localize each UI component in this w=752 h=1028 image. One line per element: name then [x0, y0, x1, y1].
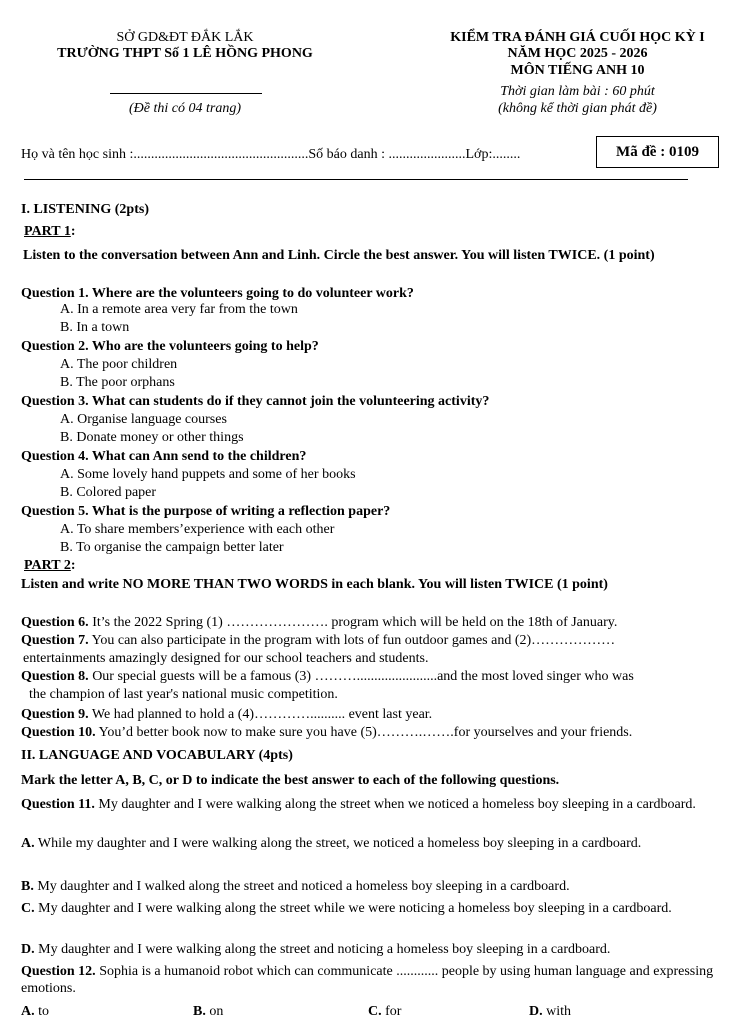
part2-heading: PART 2: — [24, 558, 76, 573]
question-7: Question 7. You can also participate in the program with lots of fun outdoor games and (2)……………… — [21, 633, 616, 648]
section-language-title: II. LANGUAGE AND VOCABULARY (4pts) — [21, 748, 293, 763]
question-3-option-b: B. Donate money or other things — [60, 430, 244, 445]
question-1-option-b: B. In a town — [60, 320, 130, 335]
school-name: TRƯỜNG THPT Số 1 LÊ HỒNG PHONG — [57, 46, 313, 61]
question-11-option-a: A. While my daughter and I were walking along the street, we noticed a homeless boy sleeping in a cardboard. — [21, 836, 642, 851]
question-4-option-a: A. Some lovely hand puppets and some of her books — [60, 467, 356, 482]
question-12-option-b: B. on — [193, 1004, 224, 1019]
question-4-option-b: B. Colored paper — [60, 485, 157, 500]
school-year: NĂM HỌC 2025 - 2026 — [507, 46, 648, 61]
question-8: Question 8. Our special guests will be a famous (3) ……….......................and the most loved singer who was — [21, 669, 634, 684]
question-2-option-b: B. The poor orphans — [60, 375, 175, 390]
question-5-option-a: A. To share members’experience with each other — [60, 522, 335, 537]
section-listening-title: I. LISTENING (2pts) — [21, 202, 149, 217]
question-5: Question 5. What is the purpose of writing a reflection paper? — [21, 504, 391, 519]
part2-instruction: Listen and write NO MORE THAN TWO WORDS in each blank. You will listen TWICE (1 point) — [21, 577, 608, 592]
part1-instruction: Listen to the conversation between Ann and Linh. Circle the best answer. You will listen TWICE. (1 point) — [23, 248, 655, 263]
exam-title: KIỂM TRA ĐÁNH GIÁ CUỐI HỌC KỲ I — [450, 30, 705, 45]
question-2: Question 2. Who are the volunteers going to help? — [21, 339, 319, 354]
subject: MÔN TIẾNG ANH 10 — [510, 63, 645, 78]
question-11-option-c: C. My daughter and I were walking along the street while we were noticing a homeless boy sleeping in a cardboard. — [21, 901, 672, 916]
question-1: Question 1. Where are the volunteers going to do volunteer work? — [21, 286, 414, 301]
header-divider-left — [110, 93, 262, 94]
section-language-instruction: Mark the letter A, B, C, or D to indicate the best answer to each of the following questions. — [21, 773, 560, 788]
question-7-cont: entertainments amazingly designed for our school teachers and students. — [23, 651, 429, 666]
exam-code: Mã đề : 0109 — [616, 144, 699, 160]
student-name-field: Họ và tên học sinh :.................................................. — [21, 147, 309, 162]
question-1-option-a: A. In a remote area very far from the town — [60, 302, 298, 317]
question-6: Question 6. It’s the 2022 Spring (1) …………………. program which will be held on the 18th of January. — [21, 615, 618, 630]
question-4: Question 4. What can Ann send to the children? — [21, 449, 307, 464]
question-12: Question 12. Sophia is a humanoid robot which can communicate ............ people by using human language and expressing emotions. — [21, 964, 714, 996]
question-3: Question 3. What can students do if they cannot join the volunteering activity? — [21, 394, 490, 409]
question-10: Question 10. You’d better book now to make sure you have (5)……….…….for yourselves and your friends. — [21, 725, 633, 740]
exam-duration: Thời gian làm bài : 60 phút — [500, 84, 655, 99]
question-11: Question 11. My daughter and I were walking along the street when we noticed a homeless boy sleeping in a cardboard. — [21, 797, 696, 812]
student-info-line — [21, 147, 520, 164]
question-2-option-a: A. The poor children — [60, 357, 178, 372]
header-divider — [24, 179, 688, 180]
school-department: SỞ GD&ĐT ĐẮK LẮK — [116, 30, 254, 45]
question-11-option-d: D. My daughter and I were walking along the street and noticing a homeless boy sleeping in a cardboard. — [21, 942, 611, 957]
question-12-option-c: C. for — [368, 1004, 402, 1019]
question-9: Question 9. We had planned to hold a (4)………….......... event last year. — [21, 707, 433, 722]
question-8-cont: the champion of last year's national music competition. — [29, 687, 338, 702]
exam-code-box — [596, 136, 719, 168]
question-12-option-d: D. with — [529, 1004, 572, 1019]
question-11-option-b: B. My daughter and I walked along the street and noticed a homeless boy sleeping in a cardboard. — [21, 879, 570, 894]
question-12-option-a: A. to — [21, 1004, 50, 1019]
question-5-option-b: B. To organise the campaign better later — [60, 540, 284, 555]
exam-duration-note: (không kể thời gian phát đề) — [498, 101, 657, 116]
part1-heading: PART 1: — [24, 224, 76, 239]
candidate-number-field: Số báo danh : ...................... — [308, 147, 466, 162]
class-field: Lớp:........ — [465, 147, 521, 162]
question-3-option-a: A. Organise language courses — [60, 412, 227, 427]
page-count: (Đề thi có 04 trang) — [129, 101, 241, 116]
